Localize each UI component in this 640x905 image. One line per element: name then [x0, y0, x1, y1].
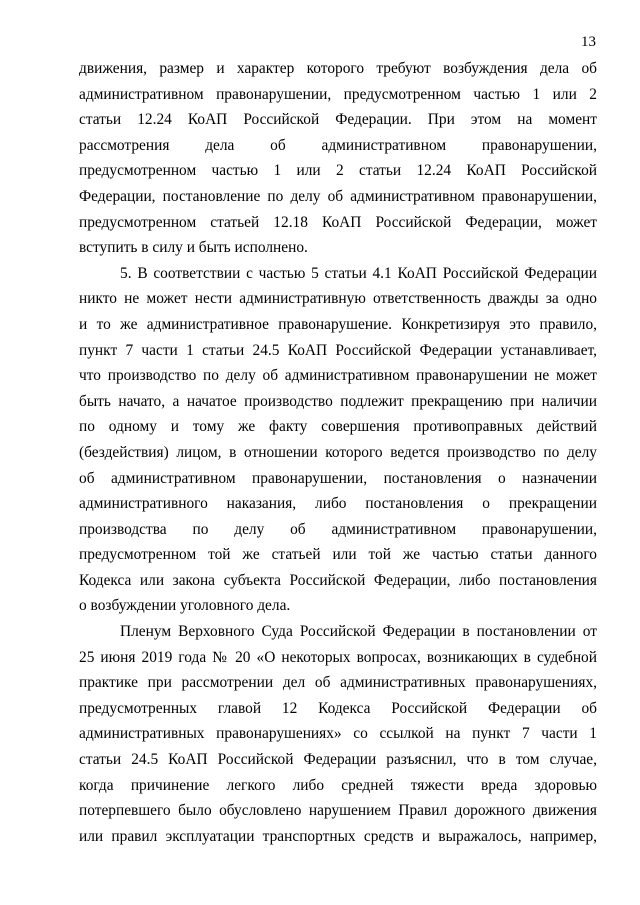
text-line: движения, размер и характер которого требуют возбуждения дела об [79, 60, 597, 77]
text-line: и то же административное правонарушение. Конкретизируя это правило, [79, 315, 597, 333]
text-line: 5. В соответствии с частью 5 статьи 4.1 КоАП Российской Федерации [120, 264, 597, 282]
text-line: потерпевшего было обусловлено нарушением Правил дорожного движения [79, 802, 597, 820]
text-line: предусмотренном статьей 12.18 КоАП Российской Федерации, может [79, 213, 597, 231]
text-line: Федерации, постановление по делу об административном правонарушении, [79, 187, 597, 205]
text-line: когда причинение легкого либо средней тяжести вреда здоровью [79, 776, 597, 794]
text-line: вступить в силу и быть исполнено. [79, 239, 308, 257]
text-line: предусмотренном частью 1 или 2 статьи 12.24 КоАП Российской [79, 162, 597, 180]
text-line: или правил эксплуатации транспортных средств и выражалось, например, [79, 827, 597, 845]
text-line: по одному и тому же факту совершения противоправных действий [79, 418, 597, 436]
text-line: быть начато, а начатое производство подлежит прекращению при наличии [79, 392, 597, 410]
text-line: Кодекса или закона субъекта Российской Федерации, либо постановления [79, 571, 597, 589]
page-number: 13 [581, 34, 596, 50]
text-line: рассмотрения дела об административном правонарушении, [79, 136, 597, 154]
text-line: никто не может нести административную ответственность дважды за одно [79, 290, 597, 308]
text-line: статьи 12.24 КоАП Российской Федерации. При этом на момент [79, 111, 597, 129]
text-line: Пленум Верховного Суда Российской Федерации в постановлении от [120, 623, 597, 641]
text-line: 25 июня 2019 года № 20 «О некоторых вопросах, возникающих в судебной [79, 648, 597, 666]
text-line: административного наказания, либо постановления о прекращении [79, 495, 597, 513]
text-line: административном правонарушении, предусмотренном частью 1 или 2 [79, 85, 597, 103]
document-body [79, 56, 597, 849]
text-line: предусмотренных главой 12 Кодекса Российской Федерации об [79, 699, 597, 717]
text-line: пункт 7 части 1 статьи 24.5 КоАП Российской Федерации устанавливает, [79, 341, 597, 359]
text-line: предусмотренном той же статьей или той же частью статьи данного [79, 546, 597, 564]
text-line: об административном правонарушении, постановления о назначении [79, 469, 597, 487]
text-line: практике при рассмотрении дел об административных правонарушениях, [79, 674, 597, 692]
text-line: о возбуждении уголовного дела. [79, 597, 291, 615]
text-line: что производство по делу об административном правонарушении не может [79, 367, 597, 385]
text-line: статьи 24.5 КоАП Российской Федерации разъяснил, что в том случае, [79, 751, 597, 769]
text-line: административных правонарушениях» со ссылкой на пункт 7 части 1 [79, 725, 597, 743]
text-line: (бездействия) лицом, в отношении которого ведется производство по делу [79, 443, 597, 461]
text-line: производства по делу об административном правонарушении, [79, 520, 597, 538]
